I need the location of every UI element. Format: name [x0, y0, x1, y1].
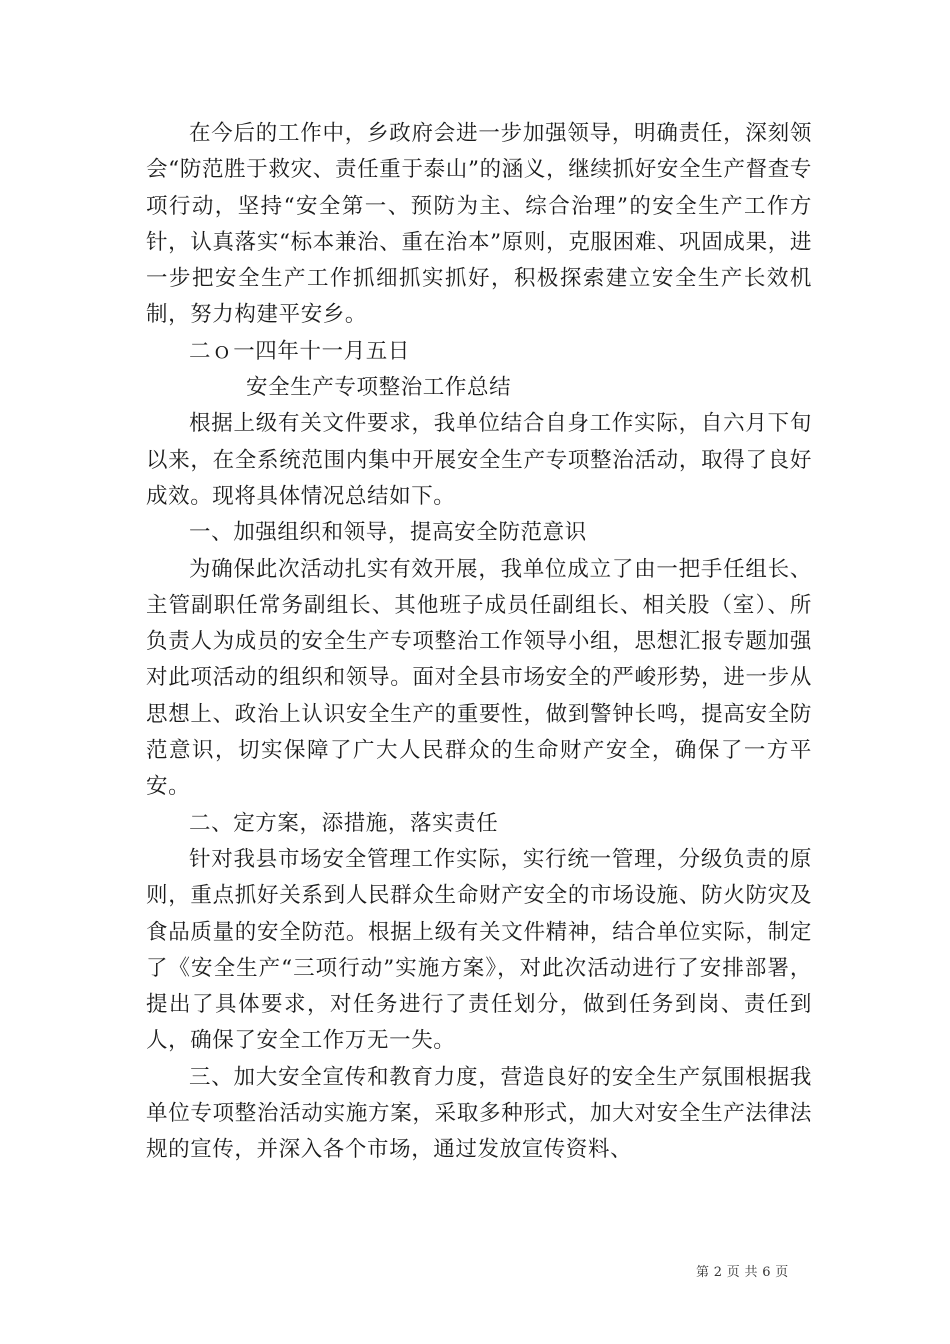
document-title: 安全生产专项整治工作总结: [246, 375, 512, 401]
page-number: 第 2 页 共 6 页: [696, 1265, 789, 1280]
paragraph-section-1: 为确保此次活动扎实有效开展，我单位成立了由一把手任组长、主管副职任常务副组长、其他班子成员任副组长、相关股（室）、所负责人为成员的安全生产专项整治工作领导小组，思想汇报专题加强对此项活动的组织和领导。面对全县市场安全的严峻形势，进一步从思想上、政治上认识安全生产的重要性，做到警钟长鸣，提高安全防范意识，切实保障了广大人民群众的生命财产安全，确保了一方平安。: [146, 556, 812, 800]
document-body: [146, 116, 812, 1169]
paragraph-closing: 在今后的工作中，乡政府会进一步加强领导，明确责任，深刻领会“防范胜于救灾、责任重于泰山”的涵义，继续抓好安全生产督查专项行动，坚持“安全第一、预防为主、综合治理”的安全生产工作方针，认真落实“标本兼治、重在治本”原则，克服困难、巩固成果，进一步把安全生产工作抓细抓实抓好，积极探索建立安全生产长效机制，努力构建平安乡。: [146, 121, 812, 328]
section-heading-2: 二、定方案，添措施，落实责任: [189, 810, 499, 836]
paragraph-date: 二ｏ一四年十一月五日: [189, 338, 411, 364]
paragraph-section-3: 三、加大安全宣传和教育力度，营造良好的安全生产氛围根据我单位专项整治活动实施方案，采取多种形式，加大对安全生产法律法规的宣传，并深入各个市场，通过发放宣传资料、: [146, 1064, 812, 1163]
section-heading-1: 一、加强组织和领导，提高安全防范意识: [189, 520, 587, 546]
paragraph-intro: 根据上级有关文件要求，我单位结合自身工作实际，自六月下旬以来，在全系统范围内集中开展安全生产专项整治活动，取得了良好成效。现将具体情况总结如下。: [146, 411, 812, 509]
paragraph-section-2: 针对我县市场安全管理工作实际，实行统一管理，分级负责的原则，重点抓好关系到人民群众生命财产安全的市场设施、防火防灾及食品质量的安全防范。根据上级有关文件精神，结合单位实际，制定了《安全生产“三项行动”实施方案》，对此次活动进行了安排部署，提出了具体要求，对任务进行了责任划分，做到任务到岗、责任到人，确保了安全工作万无一失。: [146, 846, 812, 1054]
